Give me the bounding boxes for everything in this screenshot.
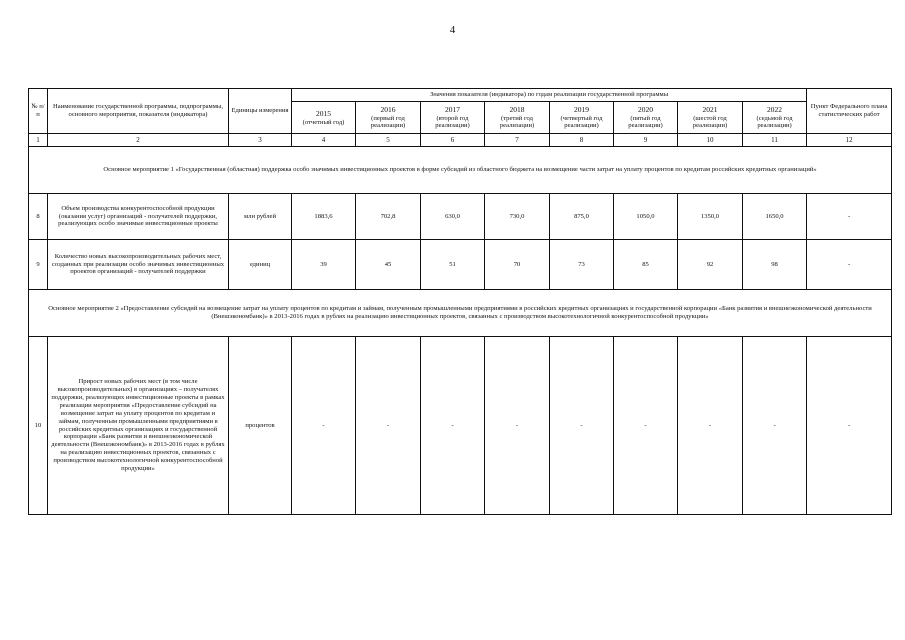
row-plan: -	[807, 194, 892, 240]
row-num: 10	[29, 337, 48, 515]
year-cell: 2018 (третий год реализации)	[485, 102, 550, 134]
row-value: 1883,6	[292, 194, 356, 240]
section-2-title: Основное мероприятие 2 «Предоставление субсидий на возмещение затрат на уплату процентов по кредитам и займам, полученным промышленными предприятиями в российских кредитных организациях и государственной корпорации «Банк развития и внешнеэкономической деятельности (Внешэкономбанк)» в 2013-2016 годах в рублях на реализацию инвестиционных проектов, связанных с производством высокотехнологичной конкурентоспособной продукции»	[29, 290, 892, 337]
row-name: Прирост новых рабочих мест (в том числе высокопроизводительных) в организациях – получателях поддержки, реализующих инвестиционные проекты в рамках реализации мероприятия «Предоставление субсидий на возмещение затрат на уплату процентов по кредитам и займам, полученным промышленными предприятиями в российских кредитных организациях и государственной корпорации «Банк развития и внешнеэкономической деятельности (Внешэкономбанк)» в 2013-2016 годах в рублях на реализацию инвестиционных проектов, связанных с производством высокотехнологичной конкурентоспособной продукции»	[48, 337, 229, 515]
header-name: Наименование государственной программы, подпрограммы, основного мероприятия, показателя (индикатора)	[48, 89, 229, 134]
index-cell: 12	[807, 134, 892, 147]
row-value: -	[678, 337, 743, 515]
table-row	[29, 194, 892, 240]
year-cell: 2020 (пятый год реализации)	[614, 102, 678, 134]
row-unit: единиц	[229, 240, 292, 290]
year-cell: 2021 (шестой год реализации)	[678, 102, 743, 134]
row-name: Количество новых высокопроизводительных рабочих мест, созданных при реализации особо значимых инвестиционных проектов организаций - получателей поддержки	[48, 240, 229, 290]
index-cell: 2	[48, 134, 229, 147]
row-unit: млн рублей	[229, 194, 292, 240]
year-cell: 2015 (отчетный год)	[292, 102, 356, 134]
row-value: 39	[292, 240, 356, 290]
header-unit: Единицы измерения	[229, 89, 292, 134]
row-value: 630,0	[421, 194, 485, 240]
row-value: -	[421, 337, 485, 515]
index-cell: 5	[356, 134, 421, 147]
index-cell: 6	[421, 134, 485, 147]
table-row	[29, 337, 892, 515]
row-value: -	[614, 337, 678, 515]
page-number: 4	[449, 24, 456, 36]
row-value: -	[356, 337, 421, 515]
index-cell: 10	[678, 134, 743, 147]
row-value: 45	[356, 240, 421, 290]
section-row	[29, 147, 892, 194]
header-num: № п/п	[29, 89, 48, 134]
header-row	[29, 89, 892, 102]
indicators-table	[28, 88, 892, 515]
index-cell: 11	[743, 134, 807, 147]
section-1-title: Основное мероприятие 1 «Государственная (областная) поддержка особо значимых инвестиционных проектов в форме субсидий из областного бюджета на возмещение части затрат на уплату процентов по кредитам российских кредитных организаций»	[29, 147, 892, 194]
section-row	[29, 290, 892, 337]
row-value: 73	[550, 240, 614, 290]
row-name: Объем производства конкурентоспособной продукции (оказания услуг) организаций - получателей поддержки, реализующих особо значимые инвестиционные проекты	[48, 194, 229, 240]
row-value: -	[550, 337, 614, 515]
row-value: 1050,0	[614, 194, 678, 240]
year-cell: 2019 (четвертый год реализации)	[550, 102, 614, 134]
index-cell: 9	[614, 134, 678, 147]
header-values: Значения показателя (индикатора) по годам реализации государственной программы	[292, 89, 807, 102]
row-value: -	[292, 337, 356, 515]
header-plan: Пункт Федерального плана статистических работ	[807, 89, 892, 134]
row-num: 8	[29, 194, 48, 240]
row-value: 92	[678, 240, 743, 290]
year-cell: 2016 (первый год реализации)	[356, 102, 421, 134]
row-value: 1350,0	[678, 194, 743, 240]
row-value: 730,0	[485, 194, 550, 240]
year-cell: 2022 (седьмой год реализации)	[743, 102, 807, 134]
row-unit: процентов	[229, 337, 292, 515]
row-num: 9	[29, 240, 48, 290]
index-cell: 3	[229, 134, 292, 147]
row-value: 70	[485, 240, 550, 290]
row-value: -	[485, 337, 550, 515]
row-value: 98	[743, 240, 807, 290]
row-value: 85	[614, 240, 678, 290]
row-plan: -	[807, 240, 892, 290]
index-cell: 8	[550, 134, 614, 147]
row-value: -	[743, 337, 807, 515]
index-cell: 7	[485, 134, 550, 147]
row-plan: -	[807, 337, 892, 515]
year-cell: 2017 (второй год реализации)	[421, 102, 485, 134]
index-row	[29, 134, 892, 147]
row-value: 1650,0	[743, 194, 807, 240]
row-value: 702,8	[356, 194, 421, 240]
index-cell: 1	[29, 134, 48, 147]
row-value: 875,0	[550, 194, 614, 240]
table-row	[29, 240, 892, 290]
index-cell: 4	[292, 134, 356, 147]
row-value: 51	[421, 240, 485, 290]
